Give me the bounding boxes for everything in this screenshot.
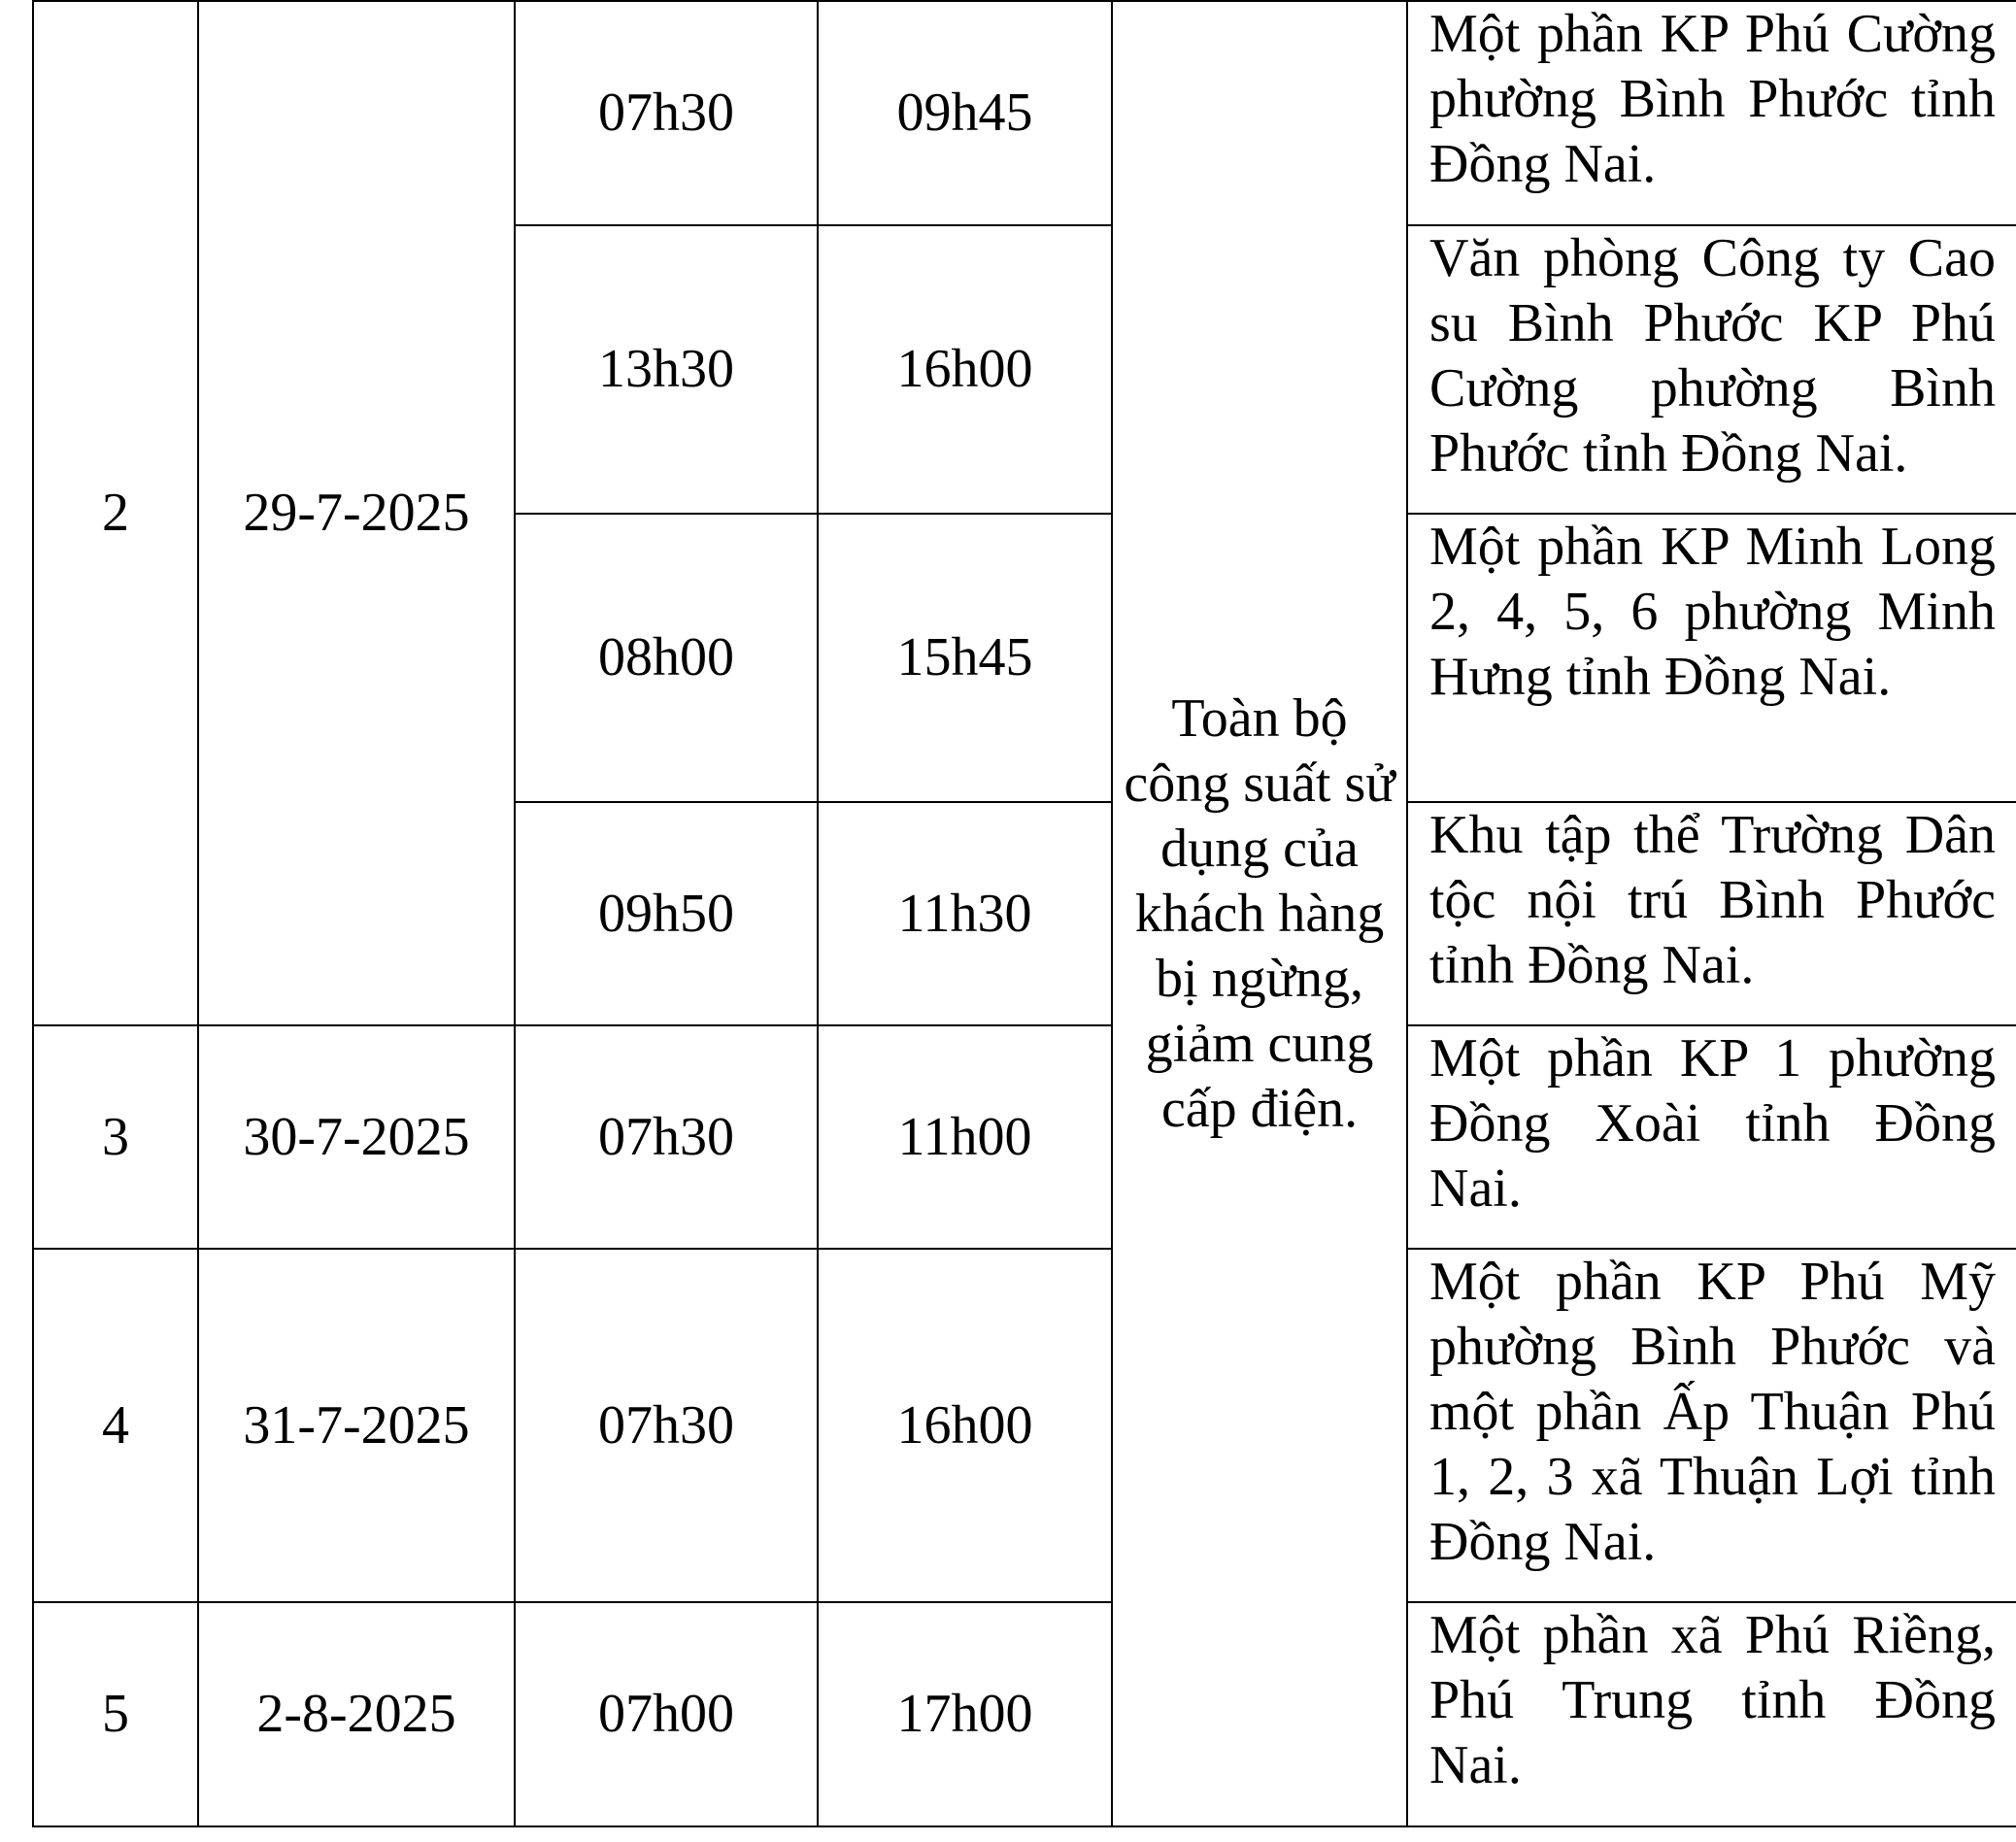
- end-time-cell: 11h30: [818, 802, 1112, 1025]
- affected-area-cell: Một phần KP 1 phường Đồng Xoài tỉnh Đồng Nai.: [1407, 1025, 2016, 1249]
- table-row: [33, 1602, 2016, 1826]
- affected-area-cell: Một phần KP Phú Mỹ phường Bình Phước và một phần Ấp Thuận Phú 1, 2, 3 xã Thuận Lợi tỉnh Đồng Nai.: [1407, 1249, 2016, 1602]
- row-number-cell: 5: [33, 1602, 198, 1826]
- impact-note-cell: Toàn bộ công suất sử dụng của khách hàng bị ngừng, giảm cung cấp điện.: [1112, 1, 1407, 1826]
- end-time-cell: 09h45: [818, 1, 1112, 225]
- table-row: [33, 1249, 2016, 1602]
- affected-area-cell: Một phần KP Phú Cường phường Bình Phước tỉnh Đồng Nai.: [1407, 1, 2016, 225]
- table-row: [33, 1, 2016, 225]
- end-time-cell: 17h00: [818, 1602, 1112, 1826]
- affected-area-cell: Khu tập thể Trường Dân tộc nội trú Bình Phước tỉnh Đồng Nai.: [1407, 802, 2016, 1025]
- affected-area-cell: Một phần KP Minh Long 2, 4, 5, 6 phường Minh Hưng tỉnh Đồng Nai.: [1407, 514, 2016, 802]
- start-time-cell: 07h30: [515, 1249, 818, 1602]
- start-time-cell: 07h00: [515, 1602, 818, 1826]
- affected-area-cell: Một phần xã Phú Riềng, Phú Trung tỉnh Đồng Nai.: [1407, 1602, 2016, 1826]
- end-time-cell: 16h00: [818, 1249, 1112, 1602]
- date-cell: 30-7-2025: [198, 1025, 515, 1249]
- start-time-cell: 08h00: [515, 514, 818, 802]
- date-cell: 31-7-2025: [198, 1249, 515, 1602]
- row-number-cell: 3: [33, 1025, 198, 1249]
- date-cell: 2-8-2025: [198, 1602, 515, 1826]
- row-number-cell: 4: [33, 1249, 198, 1602]
- end-time-cell: 15h45: [818, 514, 1112, 802]
- start-time-cell: 13h30: [515, 225, 818, 514]
- date-cell: 29-7-2025: [198, 1, 515, 1025]
- outage-schedule-table: [32, 0, 2016, 1827]
- start-time-cell: 07h30: [515, 1, 818, 225]
- end-time-cell: 11h00: [818, 1025, 1112, 1249]
- start-time-cell: 07h30: [515, 1025, 818, 1249]
- end-time-cell: 16h00: [818, 225, 1112, 514]
- start-time-cell: 09h50: [515, 802, 818, 1025]
- table-row: [33, 1025, 2016, 1249]
- row-number-cell: 2: [33, 1, 198, 1025]
- affected-area-cell: Văn phòng Công ty Cao su Bình Phước KP Phú Cường phường Bình Phước tỉnh Đồng Nai.: [1407, 225, 2016, 514]
